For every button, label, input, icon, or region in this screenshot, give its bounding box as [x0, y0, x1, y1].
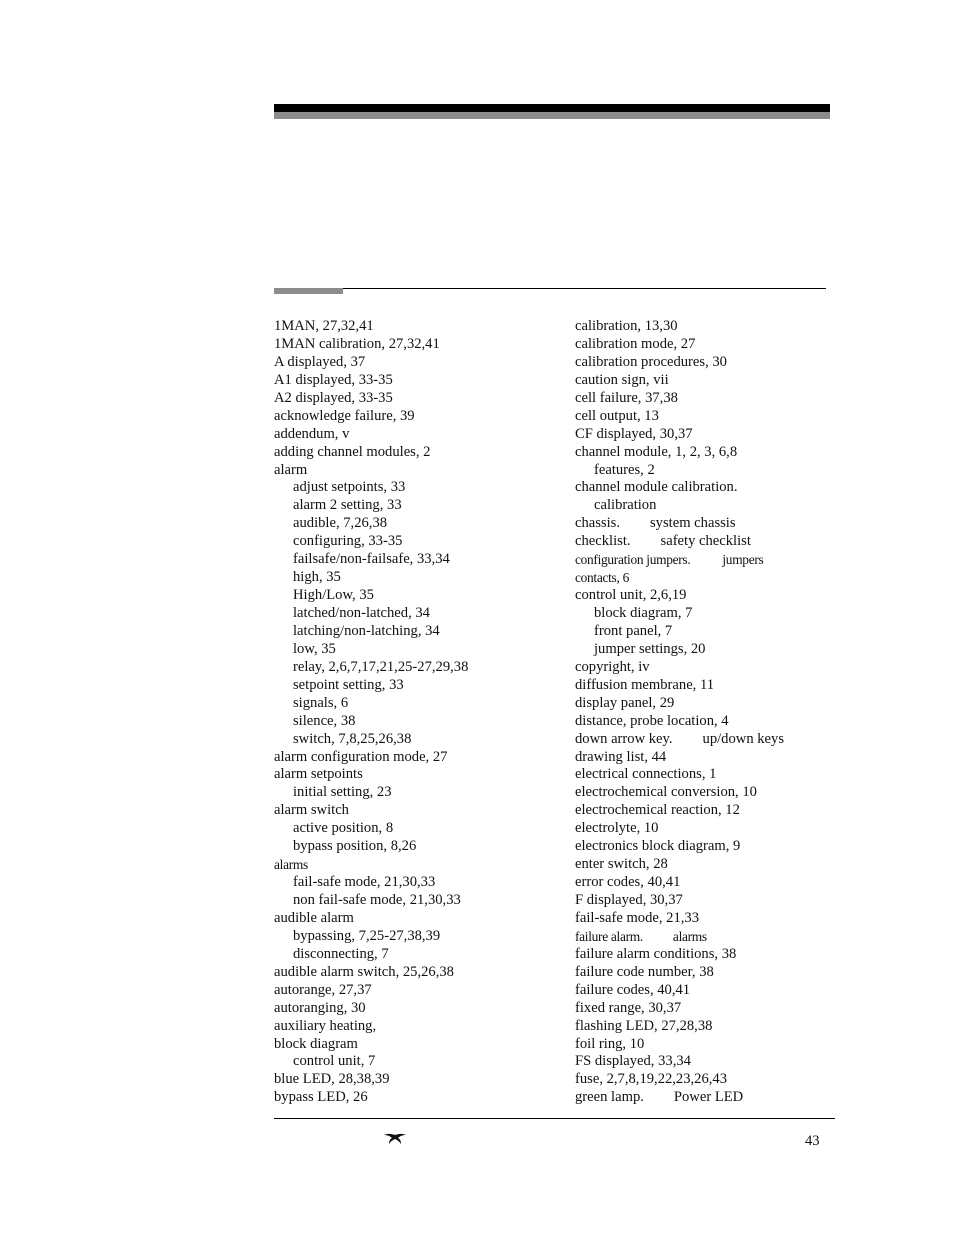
see-reference: safety checklist	[660, 533, 751, 550]
index-term: fail-safe mode, 21,30,33	[293, 874, 436, 891]
index-term: chassis.	[575, 515, 620, 532]
index-entry	[274, 749, 564, 767]
index-entry	[274, 1000, 564, 1018]
index-term: alarm configuration mode, 27	[274, 748, 448, 765]
page-number: 43	[805, 1133, 820, 1149]
index-entry	[575, 946, 835, 964]
index-entry	[274, 695, 564, 713]
index-entry	[575, 784, 835, 802]
index-entry	[575, 1036, 835, 1054]
teledyne-logo-icon	[384, 1133, 406, 1145]
index-entry	[575, 892, 835, 910]
header-rule-gray	[274, 112, 830, 119]
index-entry	[274, 641, 564, 659]
index-term: audible, 7,26,38	[293, 515, 388, 532]
index-term: channel module calibration.	[575, 479, 738, 496]
index-entry	[274, 892, 564, 910]
see-reference: alarms	[672, 928, 707, 944]
index-entry	[575, 1089, 835, 1107]
index-entry	[274, 1089, 564, 1107]
index-term: alarm setpoints	[274, 766, 363, 783]
index-term: switch, 7,8,25,26,38	[293, 730, 412, 747]
index-term: High/Low, 35	[293, 587, 374, 604]
index-term: calibration	[594, 497, 657, 514]
index-entry	[274, 318, 564, 336]
index-entry	[575, 1053, 835, 1071]
index-term: non fail-safe mode, 21,30,33	[293, 892, 461, 908]
index-entry	[575, 928, 835, 946]
index-term: caution sign, vii	[575, 371, 669, 388]
index-term: block diagram, 7	[594, 605, 693, 621]
index-entry	[274, 928, 564, 946]
index-term: alarms	[274, 857, 308, 873]
index-entry	[575, 318, 835, 336]
index-term: 1MAN, 27,32,41	[274, 318, 374, 334]
index-term: initial setting, 23	[293, 784, 392, 801]
index-term: cell failure, 37,38	[575, 389, 678, 406]
index-term: distance, probe location, 4	[575, 712, 729, 729]
index-term: blue LED, 28,38,39	[274, 1071, 390, 1088]
index-entry	[274, 946, 564, 964]
index-term: display panel, 29	[575, 694, 675, 711]
index-column-right	[575, 318, 835, 1107]
index-term: high, 35	[293, 569, 341, 586]
index-term: autoranging, 30	[274, 999, 366, 1016]
index-term: configuration jumpers.	[575, 552, 691, 568]
index-entry	[274, 372, 564, 390]
index-term: front panel, 7	[594, 622, 673, 639]
index-entry	[575, 802, 835, 820]
index-entry	[575, 838, 835, 856]
index-entry	[575, 856, 835, 874]
index-term: electrical connections, 1	[575, 766, 717, 783]
index-term: auxiliary heating,	[274, 1017, 377, 1034]
index-entry	[274, 390, 564, 408]
index-entry	[575, 354, 835, 372]
index-term: latched/non-latched, 34	[293, 605, 430, 621]
index-entry	[274, 426, 564, 444]
index-entry	[274, 659, 564, 677]
index-entry	[274, 1071, 564, 1089]
index-term: alarm switch	[274, 802, 349, 819]
index-entry	[274, 408, 564, 426]
index-entry	[274, 1036, 564, 1054]
index-term: bypass LED, 26	[274, 1089, 368, 1106]
index-entry	[575, 372, 835, 390]
index-term: control unit, 2,6,19	[575, 587, 687, 604]
index-term: electrochemical reaction, 12	[575, 802, 740, 819]
index-term: cell output, 13	[575, 407, 659, 424]
index-term: latching/non-latching, 34	[293, 622, 440, 639]
index-term: error codes, 40,41	[575, 874, 681, 891]
index-term: setpoint setting, 33	[293, 676, 404, 693]
index-term: relay, 2,6,7,17,21,25-27,29,38	[293, 658, 469, 675]
index-entry	[274, 802, 564, 820]
index-entry	[575, 462, 835, 480]
index-entry	[575, 820, 835, 838]
index-term: drawing list, 44	[575, 748, 667, 765]
index-entry	[274, 1018, 564, 1036]
index-term: disconnecting, 7	[293, 945, 389, 962]
index-term: jumper settings, 20	[594, 640, 706, 657]
index-term: down arrow key.	[575, 730, 673, 747]
index-term: copyright, iv	[575, 658, 650, 675]
index-term: adding channel modules, 2	[274, 443, 431, 460]
index-term: fail-safe mode, 21,33	[575, 909, 700, 926]
index-term: foil ring, 10	[575, 1035, 645, 1052]
index-term: failure codes, 40,41	[575, 981, 691, 998]
index-entry	[274, 964, 564, 982]
see-reference: system chassis	[650, 515, 736, 532]
index-entry	[575, 641, 835, 659]
index-term: fuse, 2,7,8,19,22,23,26,43	[575, 1071, 728, 1088]
index-entry	[274, 713, 564, 731]
index-entry	[274, 766, 564, 784]
index-entry	[575, 713, 835, 731]
index-term: low, 35	[293, 640, 336, 657]
see-reference: jumpers	[722, 552, 764, 568]
index-entry	[575, 659, 835, 677]
index-entry	[274, 731, 564, 749]
index-term: calibration, 13,30	[575, 318, 678, 334]
index-term: alarm 2 setting, 33	[293, 497, 402, 514]
index-entry	[274, 497, 564, 515]
index-entry	[274, 336, 564, 354]
index-entry	[575, 497, 835, 515]
index-term: signals, 6	[293, 694, 349, 711]
see-reference: Power LED	[673, 1089, 744, 1106]
index-entry	[274, 623, 564, 641]
index-entry	[274, 515, 564, 533]
index-term: F displayed, 30,37	[575, 892, 683, 908]
index-term: adjust setpoints, 33	[293, 479, 406, 496]
index-entry	[274, 982, 564, 1000]
index-term: active position, 8	[293, 820, 394, 837]
index-term: calibration procedures, 30	[575, 353, 727, 370]
index-term: failure alarm.	[575, 928, 643, 944]
index-term: audible alarm	[274, 909, 354, 926]
index-entry	[274, 551, 564, 569]
see-reference: up/down keys	[702, 730, 785, 747]
index-entry	[575, 1000, 835, 1018]
index-term: failure alarm conditions, 38	[575, 945, 737, 962]
index-entry	[274, 462, 564, 480]
index-term: alarm	[274, 461, 308, 478]
index-entry	[575, 874, 835, 892]
footer-rule	[274, 1118, 835, 1119]
index-term: contacts, 6	[575, 570, 629, 586]
index-term: addendum, v	[274, 425, 350, 442]
index-entry	[274, 820, 564, 838]
index-term: features, 2	[594, 461, 655, 478]
index-entry	[274, 605, 564, 623]
index-entry	[274, 838, 564, 856]
index-entry	[575, 569, 835, 587]
index-entry	[575, 964, 835, 982]
index-entry	[575, 533, 835, 551]
index-entry	[575, 1018, 835, 1036]
index-term: checklist.	[575, 533, 631, 550]
index-term: A1 displayed, 33-35	[274, 371, 393, 388]
index-term: FS displayed, 33,34	[575, 1053, 691, 1070]
index-entry	[274, 354, 564, 372]
index-term: audible alarm switch, 25,26,38	[274, 963, 454, 980]
index-entry	[575, 479, 835, 497]
index-entry	[575, 336, 835, 354]
index-term: diffusion membrane, 11	[575, 676, 715, 693]
index-term: block diagram	[274, 1035, 358, 1052]
index-term: flashing LED, 27,28,38	[575, 1017, 713, 1034]
index-term: failsafe/non-failsafe, 33,34	[293, 551, 450, 568]
index-entry	[274, 784, 564, 802]
index-entry	[274, 444, 564, 462]
index-term: enter switch, 28	[575, 856, 668, 873]
index-term: 1MAN calibration, 27,32,41	[274, 335, 440, 352]
index-term: fixed range, 30,37	[575, 999, 682, 1016]
index-entry	[575, 623, 835, 641]
index-term: channel module, 1, 2, 3, 6,8	[575, 443, 738, 460]
index-term: silence, 38	[293, 712, 356, 729]
index-term: green lamp.	[575, 1089, 644, 1106]
index-entry	[575, 766, 835, 784]
index-entry	[575, 390, 835, 408]
index-term: autorange, 27,37	[274, 981, 372, 998]
section-divider	[274, 288, 826, 289]
index-term: failure code number, 38	[575, 963, 714, 980]
index-term: electronics block diagram, 9	[575, 838, 741, 855]
index-entry	[274, 910, 564, 928]
index-entry	[274, 856, 564, 874]
index-entry	[575, 408, 835, 426]
index-column-left	[274, 318, 564, 1107]
index-term: bypassing, 7,25-27,38,39	[293, 927, 441, 944]
header-rule-black	[274, 104, 830, 112]
index-entry	[274, 874, 564, 892]
index-entry	[575, 910, 835, 928]
index-entry	[575, 605, 835, 623]
index-entry	[575, 444, 835, 462]
index-entry	[575, 677, 835, 695]
index-entry	[575, 749, 835, 767]
index-entry	[274, 479, 564, 497]
index-term: A displayed, 37	[274, 353, 366, 370]
index-entry	[274, 533, 564, 551]
index-term: configuring, 33-35	[293, 533, 403, 550]
index-entry	[274, 677, 564, 695]
index-entry	[274, 569, 564, 587]
index-entry	[575, 1071, 835, 1089]
index-entry	[575, 587, 835, 605]
index-term: control unit, 7	[293, 1053, 376, 1070]
index-entry	[575, 982, 835, 1000]
index-entry	[575, 695, 835, 713]
index-term: bypass position, 8,26	[293, 838, 417, 855]
section-tab-marker	[274, 288, 343, 294]
index-entry	[575, 551, 835, 569]
index-term: acknowledge failure, 39	[274, 407, 415, 424]
index-term: electrochemical conversion, 10	[575, 784, 757, 801]
index-entry	[274, 587, 564, 605]
index-term: calibration mode, 27	[575, 335, 696, 352]
index-term: CF displayed, 30,37	[575, 425, 693, 442]
index-entry	[274, 1053, 564, 1071]
index-entry	[575, 426, 835, 444]
index-entry	[575, 731, 835, 749]
index-term: A2 displayed, 33-35	[274, 389, 393, 406]
index-entry	[575, 515, 835, 533]
index-term: electrolyte, 10	[575, 820, 659, 837]
